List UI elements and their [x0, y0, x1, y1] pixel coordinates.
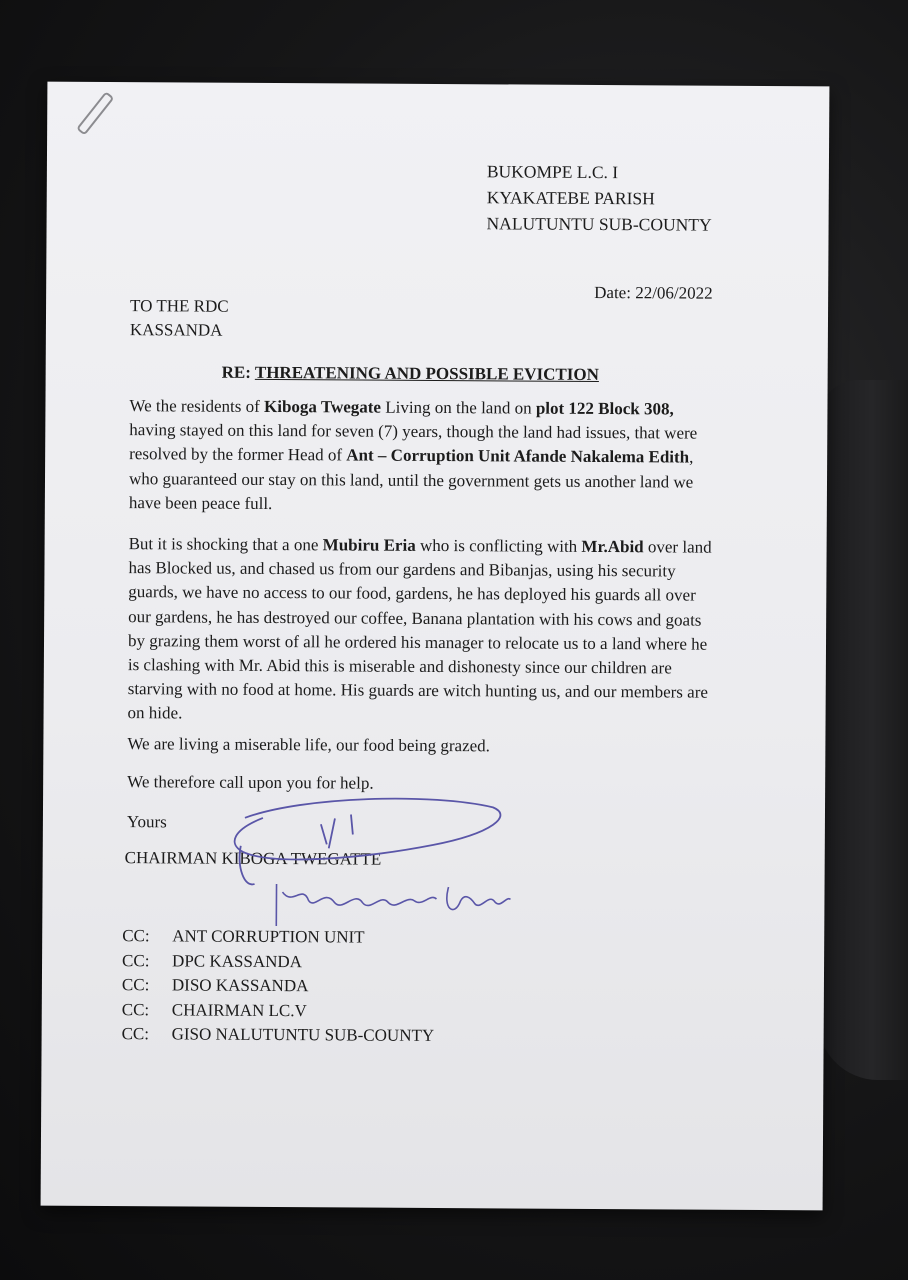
cc-row [122, 998, 435, 1025]
address-line-2: KYAKATEBE PARISH [486, 187, 655, 209]
cc-recipient: GISO NALUTUNTU SUB-COUNTY [171, 1024, 435, 1046]
address-line-1: BUKOMPE L.C. I [486, 161, 619, 183]
p1-text-4: , who guaranteed our stay on this land, until the government gets us another land we have been peace full. [128, 447, 694, 513]
sender-address [487, 158, 713, 237]
body-paragraph-2 [128, 532, 719, 729]
cc-recipient: DISO KASSANDA [171, 975, 309, 996]
p2-bold-2: Mr.Abid [581, 536, 644, 557]
cc-prefix: CC: [121, 975, 150, 995]
p1-bold-1: Kiboga Twegate [263, 396, 382, 417]
closing-salutation: Yours [126, 812, 167, 832]
cc-recipient: ANT CORRUPTION UNIT [172, 926, 365, 947]
cc-prefix: CC: [121, 999, 150, 1020]
letter-date: Date: 22/06/2022 [594, 282, 713, 303]
p2-text-1: But it is shocking that a one [128, 534, 323, 555]
cc-row [122, 1022, 435, 1049]
p2-text-2: who is conflicting with [415, 535, 582, 556]
p2-text-3: over land has Blocked us, and chased us from our gardens and Bibanjas, using his security guards, we have no access to our food, gardens, he has deployed his guards all over our gardens, he has destroyed our coffee, Banana plantation with his cows and goats by grazing them worst of all he ordered his manager to relocate us to a land where he is clashing with Mr. Abid this is miserable and dishonesty since our children are starving with no food at home. His guards are witch hunting us, and our members are on hide. [127, 537, 712, 723]
p2-bold-1: Mubiru Eria [322, 535, 416, 555]
p1-bold-3: Ant – Corruption Unit Afande Nakalema Edith [346, 445, 690, 467]
signatory-title: CHAIRMAN KIBOGA TWEGATTE [124, 848, 382, 869]
handwritten-signature [192, 788, 513, 940]
p1-text-2: Living on the land on [380, 397, 536, 418]
cc-row [122, 924, 435, 951]
subject-line [222, 361, 599, 387]
cc-recipient: CHAIRMAN LC.V [171, 1000, 307, 1021]
subject-title: THREATENING AND POSSIBLE EVICTION [254, 362, 599, 384]
p1-bold-2: plot 122 Block 308, [535, 398, 674, 419]
fabric-fold [818, 380, 908, 1080]
recipient-block [130, 294, 229, 343]
cc-prefix: CC: [121, 1024, 150, 1044]
body-paragraph-1 [129, 394, 720, 519]
body-paragraph-4: We therefore call upon you for help. [127, 772, 374, 793]
address-line-3: NALUTUNTU SUB-COUNTY [486, 213, 712, 235]
recipient-line-1: TO THE RDC [130, 296, 229, 316]
body-paragraph-3: We are living a miserable life, our food being grazed. [127, 734, 491, 756]
p1-text-1: We the residents of [129, 396, 265, 416]
cc-row [122, 949, 435, 976]
letter-sheet [41, 82, 830, 1211]
cc-prefix: CC: [122, 950, 150, 970]
cc-recipient: DPC KASSANDA [172, 950, 303, 971]
recipient-line-2: KASSANDA [129, 320, 223, 340]
cc-prefix: CC: [122, 926, 150, 946]
subject-prefix: RE: [221, 362, 252, 382]
cc-list [122, 924, 435, 1049]
staple-icon [76, 91, 114, 135]
cc-row [122, 973, 435, 1000]
p1-text-3: having stayed on this land for seven (7) years, though the land had issues, that were resolved by the former Head of [129, 420, 698, 465]
